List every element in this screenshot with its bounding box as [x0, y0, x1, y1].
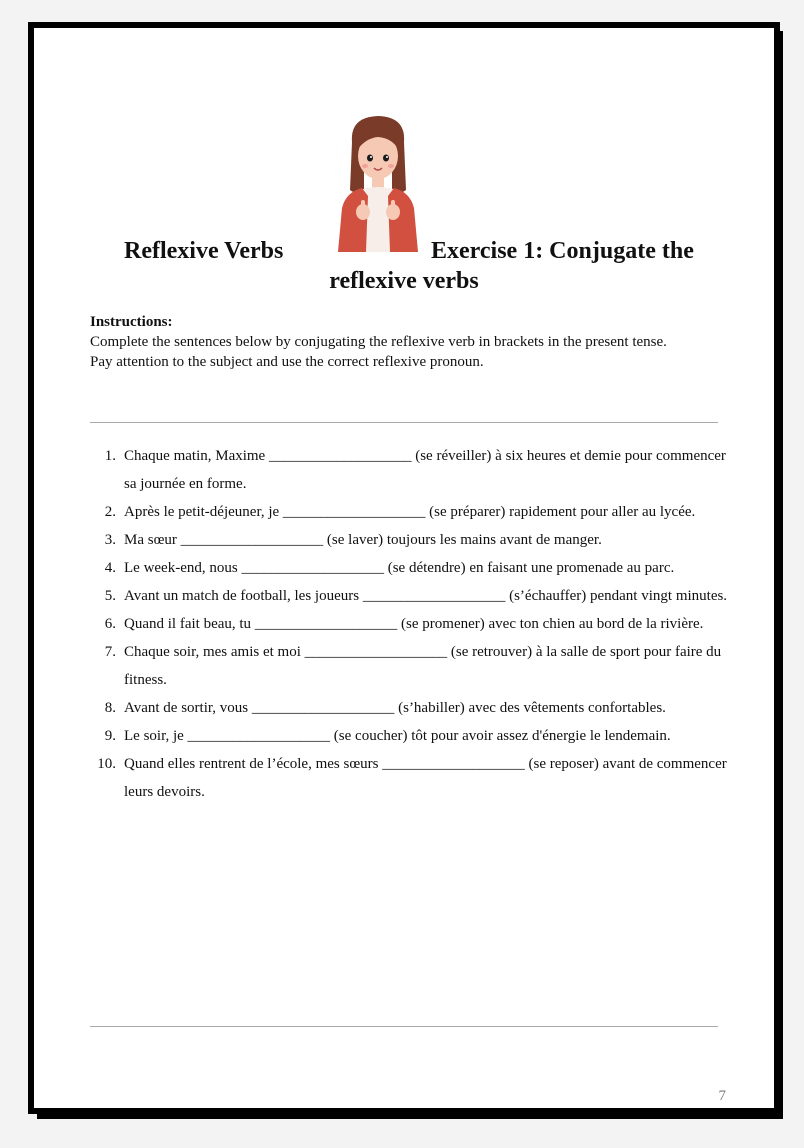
exercise-text-after: (s’habiller) avec des vêtements confortables.: [394, 700, 666, 716]
answer-blank[interactable]: ___________________: [304, 644, 448, 660]
exercise-text-before: Ma sœur: [124, 532, 181, 548]
divider-top: [90, 422, 718, 423]
exercise-text-after: (se promener) avec ton chien au bord de la rivière.: [397, 616, 704, 632]
exercise-number: 6.: [104, 616, 116, 632]
exercise-text-after: (se détendre) en faisant une promenade au parc.: [383, 560, 675, 576]
exercise-item: [90, 526, 730, 554]
instructions: [90, 312, 730, 372]
exercise-text-before: Quand elles rentrent de l’école, mes sœurs: [124, 756, 383, 772]
exercise-item: [90, 582, 730, 610]
exercise-list: [90, 442, 730, 806]
exercise-number: 10.: [97, 756, 116, 772]
exercise-number: 7.: [104, 644, 116, 660]
exercise-item: [90, 722, 730, 750]
answer-blank[interactable]: ___________________: [187, 728, 331, 744]
exercise-text-before: Le soir, je: [124, 728, 188, 744]
girl-illustration: [332, 112, 424, 252]
exercise-text-after: (s’échauffer) pendant vingt minutes.: [505, 588, 728, 604]
page-number: 7: [718, 1088, 726, 1104]
exercise-text-before: Quand il fait beau, tu: [124, 616, 255, 632]
exercise-number: 2.: [104, 504, 116, 520]
title-part-1: Reflexive Verbs: [124, 238, 284, 264]
exercise-item: [90, 442, 730, 498]
instructions-label: Instructions:: [90, 314, 173, 330]
exercise-text-before: Après le petit-déjeuner, je: [124, 504, 283, 520]
divider-bottom: [90, 1026, 718, 1027]
answer-blank[interactable]: ___________________: [382, 756, 525, 772]
answer-blank[interactable]: ___________________: [251, 700, 395, 716]
exercise-item: [90, 750, 730, 806]
exercise-text-before: Chaque matin, Maxime: [124, 448, 269, 464]
answer-blank[interactable]: ___________________: [362, 588, 506, 604]
exercise-number: 5.: [104, 588, 116, 604]
exercise-text-after: (se réveiller) à six heures et demie pour commencer sa journée en forme.: [124, 448, 726, 492]
exercise-item: [90, 638, 730, 694]
exercise-number: 9.: [104, 728, 116, 744]
answer-blank[interactable]: ___________________: [180, 532, 324, 548]
exercise-text-before: Chaque soir, mes amis et moi: [124, 644, 305, 660]
exercise-item: [90, 498, 730, 526]
exercise-text-after: (se préparer) rapidement pour aller au lycée.: [425, 504, 696, 520]
worksheet-title: [34, 236, 774, 296]
exercise-item: [90, 694, 730, 722]
exercise-text-after: (se coucher) tôt pour avoir assez d'énergie le lendemain.: [330, 728, 671, 744]
title-part-3: reflexive verbs: [329, 268, 479, 294]
instructions-line-1: Complete the sentences below by conjugating the reflexive verb in brackets in the present tense.: [90, 334, 667, 350]
exercise-item: [90, 610, 730, 638]
exercise-text-after: (se laver) toujours les mains avant de manger.: [323, 532, 602, 548]
answer-blank[interactable]: ___________________: [268, 448, 412, 464]
worksheet-page: [28, 22, 780, 1114]
exercise-text-before: Le week-end, nous: [124, 560, 242, 576]
exercise-text-before: Avant un match de football, les joueurs: [124, 588, 363, 604]
answer-blank[interactable]: ___________________: [241, 560, 384, 576]
answer-blank[interactable]: ___________________: [254, 616, 398, 632]
exercise-item: [90, 554, 730, 582]
instructions-line-2: Pay attention to the subject and use the correct reflexive pronoun.: [90, 354, 484, 370]
exercise-text-after: (se reposer) avant de commencer leurs devoirs.: [124, 756, 727, 800]
exercise-number: 1.: [104, 448, 116, 464]
exercise-number: 8.: [104, 700, 116, 716]
answer-blank[interactable]: ___________________: [282, 504, 426, 520]
exercise-text-after: (se retrouver) à la salle de sport pour faire du fitness.: [124, 644, 722, 688]
exercise-number: 4.: [104, 560, 116, 576]
title-part-2: Exercise 1: Conjugate the: [431, 238, 694, 264]
exercise-number: 3.: [104, 532, 116, 548]
exercise-text-before: Avant de sortir, vous: [124, 700, 252, 716]
